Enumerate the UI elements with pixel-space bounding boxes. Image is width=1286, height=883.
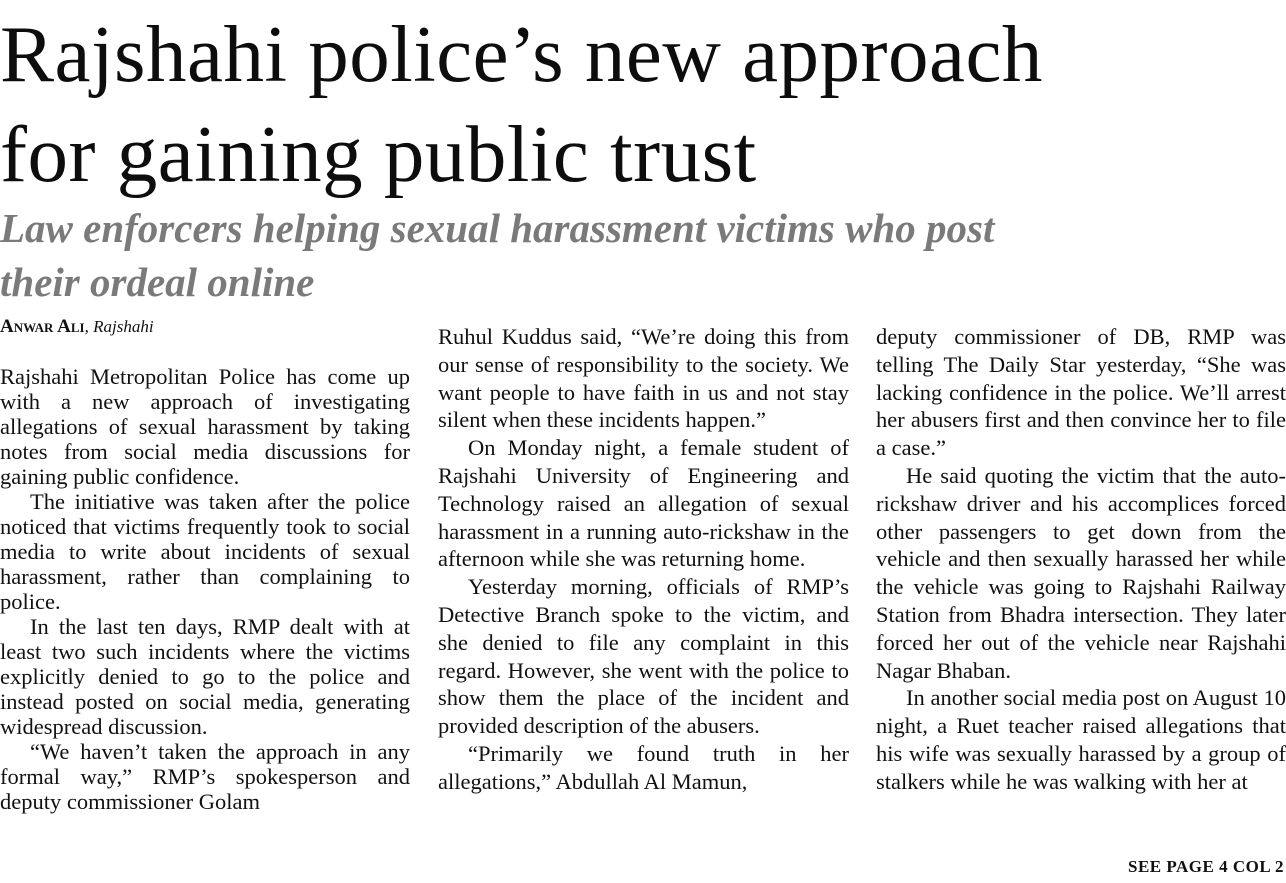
article-paragraph: The initiative was taken after the police noticed that victims frequently took to social media to write about incidents of sexual harassment, rather than complaining to police. [0, 489, 410, 614]
byline-separator: , [84, 317, 94, 336]
article-paragraph: He said quoting the victim that the auto-rickshaw driver and his accomplices forced other passengers to get down from the vehicle and then sexually harassed her while the vehicle was going to Rajshahi Railway Station from Bhadra intersection. They later forced her out of the vehicle near Rajshahi Nagar Bhaban. [876, 462, 1286, 683]
article-paragraph: Yesterday morning, officials of RMP’s Detective Branch spoke to the victim, and she denied to file any complaint in this regard. However, she went with the police to show them the place of the incident and provided description of the abusers. [438, 574, 849, 739]
article-column-1 [0, 364, 410, 814]
headline-line-1: Rajshahi police’s new approach [0, 9, 1043, 99]
article-paragraph: “Primarily we found truth in her allegations,” Abdullah Al Mamun, [438, 740, 849, 794]
article-column-3 [876, 323, 1286, 796]
article-paragraph: In another social media post on August 10 night, a Ruet teacher raised allegations that his wife was sexually harassed by a group of stalkers while he was walking with her at [876, 685, 1286, 794]
article-paragraph: Ruhul Kuddus said, “We’re doing this from our sense of responsibility to the society. We want people to have faith in us and not stay silent when these incidents happen.” [438, 324, 849, 433]
article-paragraph: Rajshahi Metropolitan Police has come up with a new approach of investigating allegations of sexual harassment by taking notes from social media discussions for gaining public confidence. [0, 364, 410, 489]
headline [0, 4, 1286, 204]
subheadline-line-1: Law enforcers helping sexual harassment victims who post [0, 205, 995, 251]
continued-on-page-link: SEE PAGE 4 COL 2 [1128, 857, 1284, 876]
byline [0, 316, 154, 338]
byline-author: Anwar Ali [0, 316, 85, 337]
article-paragraph: “We haven’t taken the approach in any formal way,” RMP’s spokesperson and deputy commissioner Golam [0, 739, 410, 814]
headline-line-2: for gaining public trust [0, 109, 757, 199]
article-paragraph: deputy commissioner of DB, RMP was telling The Daily Star yesterday, “She was lacking confidence in the police. We’ll arrest her abusers first and then convince her to file a case.” [876, 324, 1286, 461]
article-paragraph: In the last ten days, RMP dealt with at least two such incidents where the victims explicitly denied to go to the police and instead posted on social media, generating widespread discussion. [0, 614, 410, 739]
article-paragraph: On Monday night, a female student of Rajshahi University of Engineering and Technology raised an allegation of sexual harassment in a running auto-rickshaw in the afternoon while she was returning home. [438, 435, 849, 572]
byline-location: Rajshahi [93, 317, 154, 336]
subheadline-line-2: their ordeal online [0, 259, 315, 305]
subheadline [0, 201, 1286, 309]
article-column-2 [438, 323, 849, 796]
